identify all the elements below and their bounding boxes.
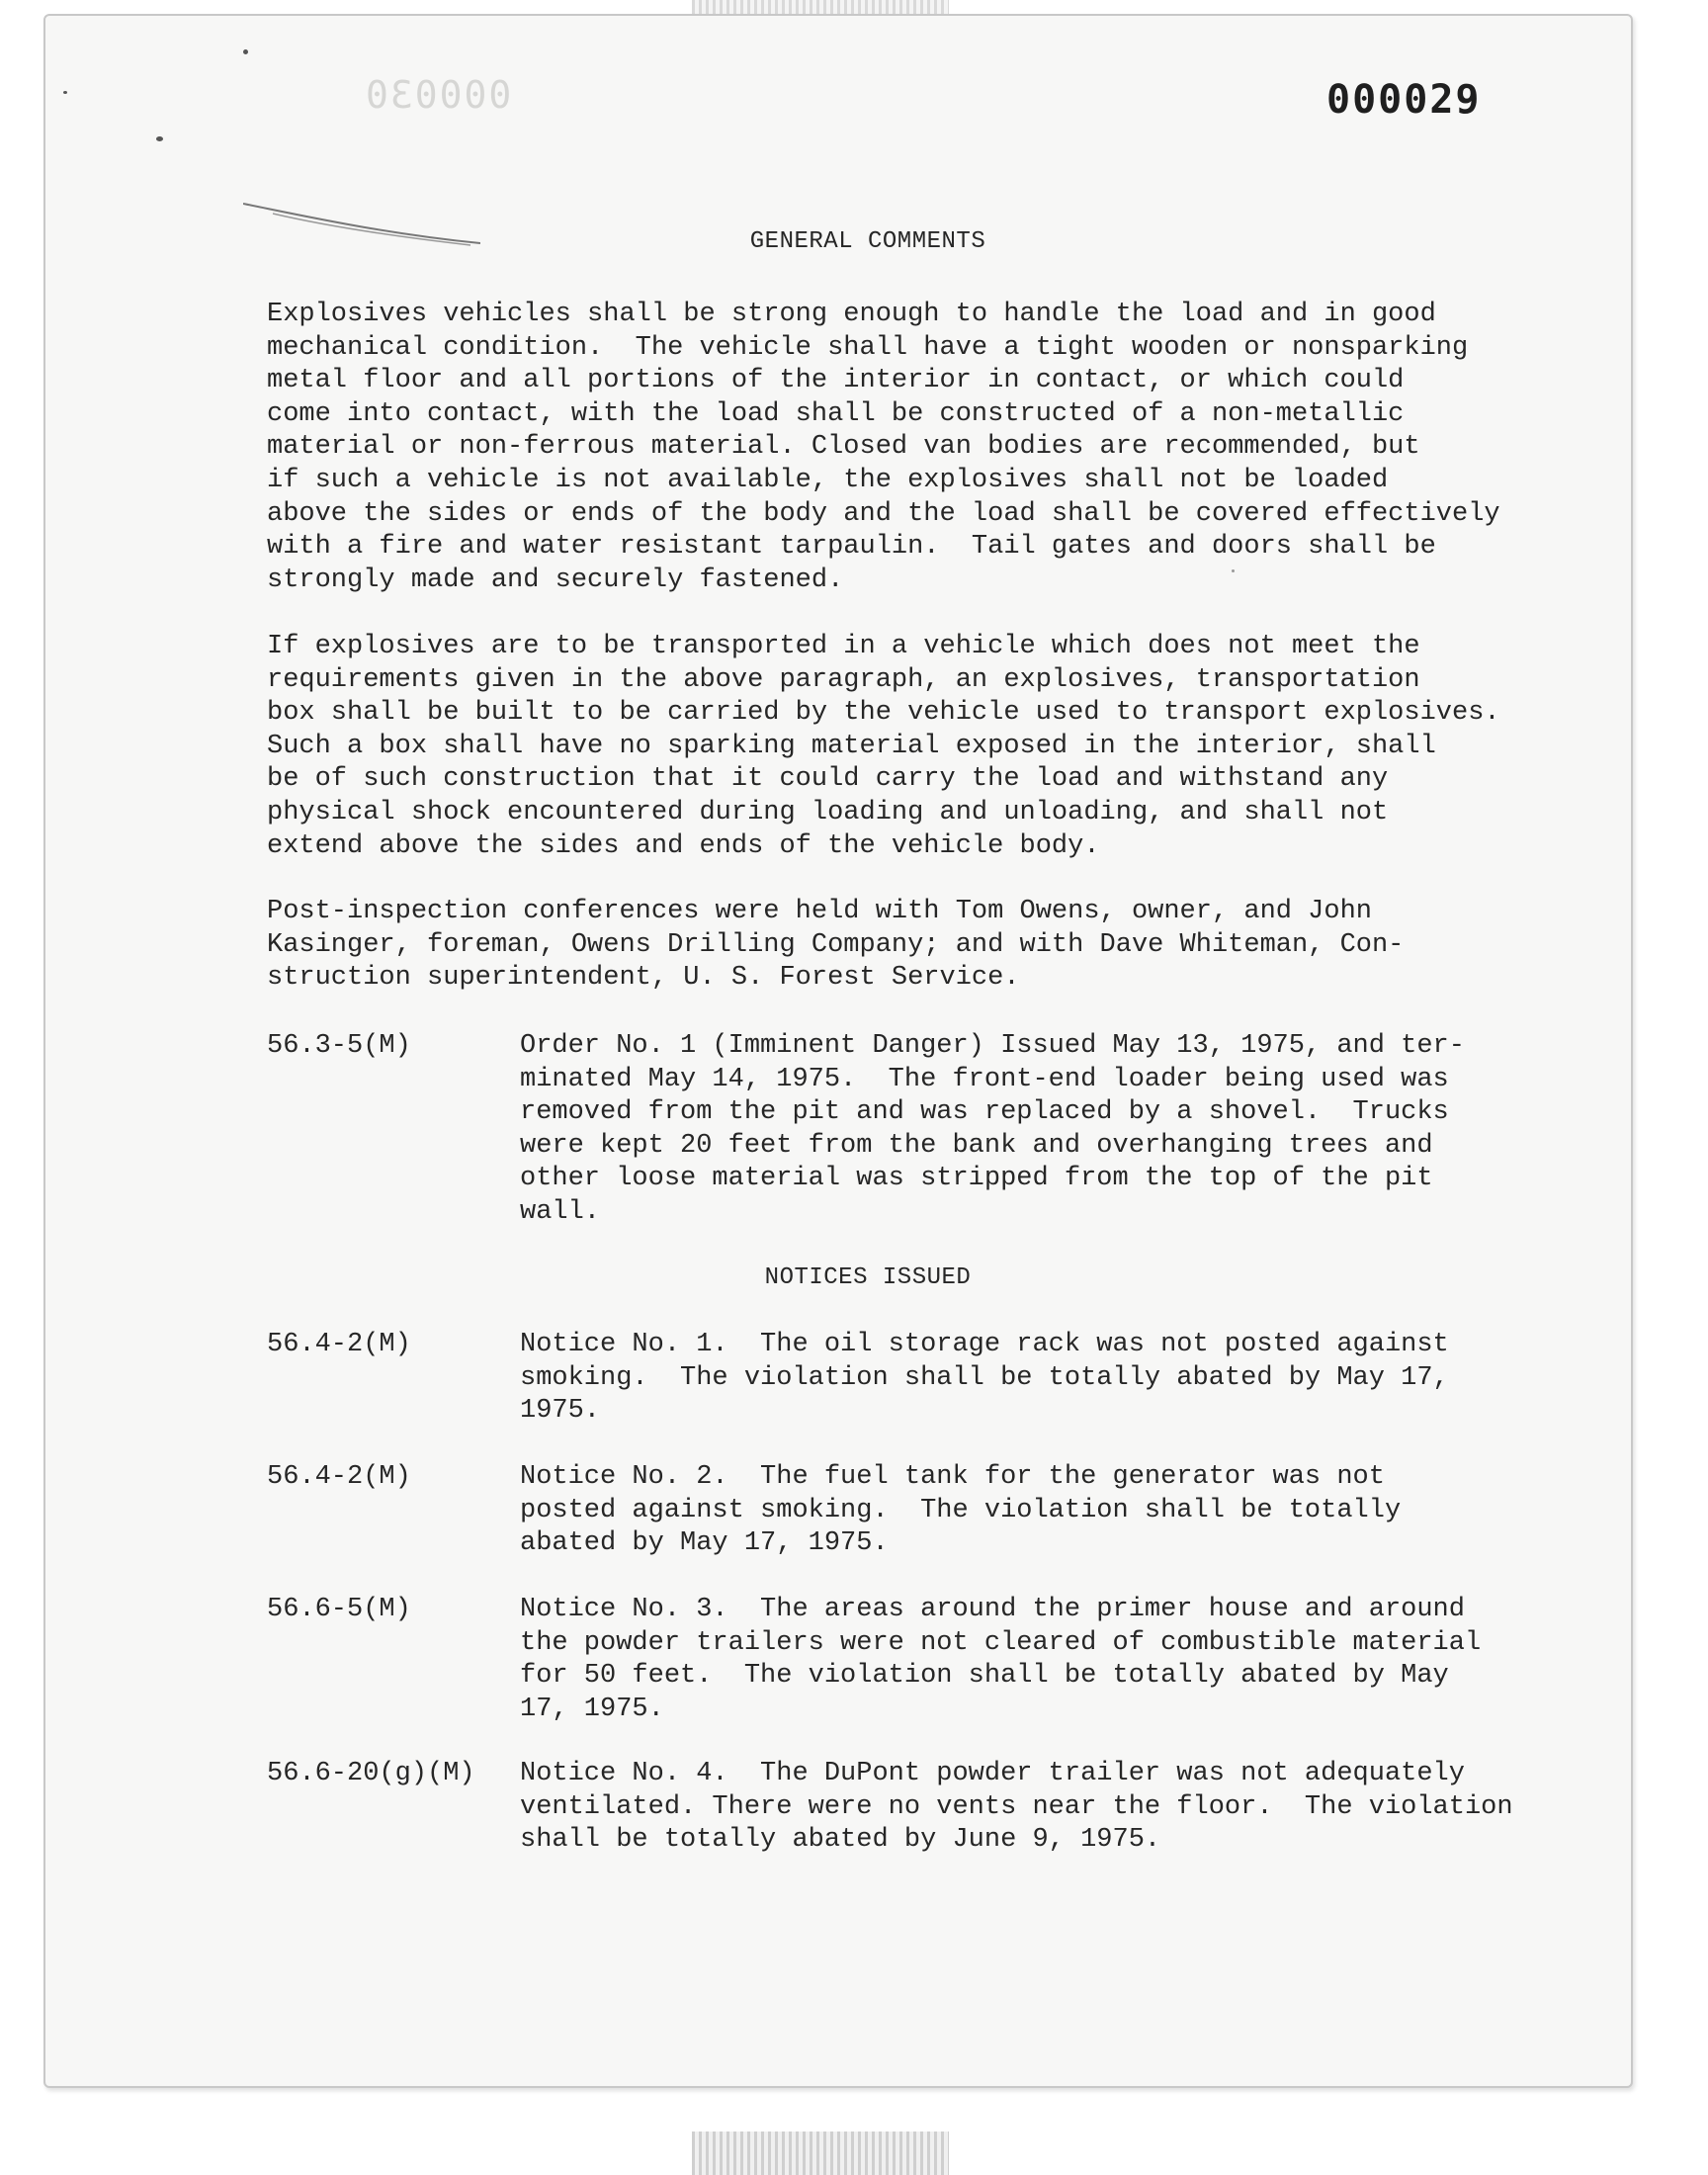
page-number-stamp: 000029 <box>1326 77 1482 123</box>
notice-code: 56.6-5(M) <box>267 1595 411 1624</box>
scan-speck <box>63 91 67 94</box>
order-text: Order No. 1 (Imminent Danger) Issued May 13, 1975, and ter- minated May 14, 1975. The front-end loader being used was removed from the pit and was replaced by a shovel. Trucks were kept 20 feet from the bank and overhanging trees and other loose material was stripped from the top of the pit wall. <box>520 1031 1465 1227</box>
scan-speck <box>156 136 163 141</box>
paragraph-conferences: Post-inspection conferences were held with Tom Owens, owner, and John Kasinger, foreman, Owens Drilling Company; and with Dave Whiteman, Con- struction superintendent, U. S. Forest Service. <box>267 897 1405 994</box>
notice-code: 56.6-20(g)(M) <box>267 1759 475 1788</box>
document-page <box>43 14 1633 2088</box>
scan-artifact-top <box>692 0 949 14</box>
paragraph-vehicle-requirements: Explosives vehicles shall be strong enough to handle the load and in good mechanical condition. The vehicle shall have a tight wooden or nonsparking metal floor and all portions of the interior in contact, or which could come into contact, with the load shall be constructed of a non-metallic material or non-ferrous material. Closed van bodies are recommended, but if such a vehicle is not available, the explosives shall not be loaded above the sides or ends of the body and the load shall be covered effectively with a fire and water resistant tarpaulin. Tail gates and doors shall be strongly made and securely fastened. <box>267 300 1500 595</box>
notice-text: Notice No. 2. The fuel tank for the generator was not posted against smoking. The violation shall be totally abated by May 17, 1975. <box>520 1462 1402 1559</box>
notice-text: Notice No. 3. The areas around the primer house and around the powder trailers were not cleared of combustible material for 50 feet. The violation shall be totally abated by May 17, 1975. <box>520 1595 1482 1724</box>
notice-text: Notice No. 4. The DuPont powder trailer was not adequately ventilated. There were no vents near the floor. The violation shall be totally abated by June 9, 1975. <box>520 1759 1513 1856</box>
order-code: 56.3-5(M) <box>267 1031 411 1061</box>
general-comments-heading: GENERAL COMMENTS <box>749 228 986 255</box>
scan-artifact-bottom <box>692 2132 949 2175</box>
bleed-through-page-number: 000030 <box>364 73 512 117</box>
scan-speck <box>243 49 248 54</box>
notice-text: Notice No. 1. The oil storage rack was not posted against smoking. The violation shall be totally abated by May 17, 1975. <box>520 1330 1449 1427</box>
notice-code: 56.4-2(M) <box>267 1462 411 1492</box>
paragraph-transportation-box: If explosives are to be transported in a vehicle which does not meet the requirements given in the above paragraph, an explosives, transportation box shall be built to be carried by the vehicle used to transport explosives. Such a box shall have no sparking material exposed in the interior, shall be of such construction that it could carry the load and withstand any physical shock encountered during loading and unloading, and shall not extend above the sides and ends of the vehicle body. <box>267 632 1500 861</box>
notice-code: 56.4-2(M) <box>267 1330 411 1359</box>
notices-issued-heading: NOTICES ISSUED <box>764 1264 972 1291</box>
